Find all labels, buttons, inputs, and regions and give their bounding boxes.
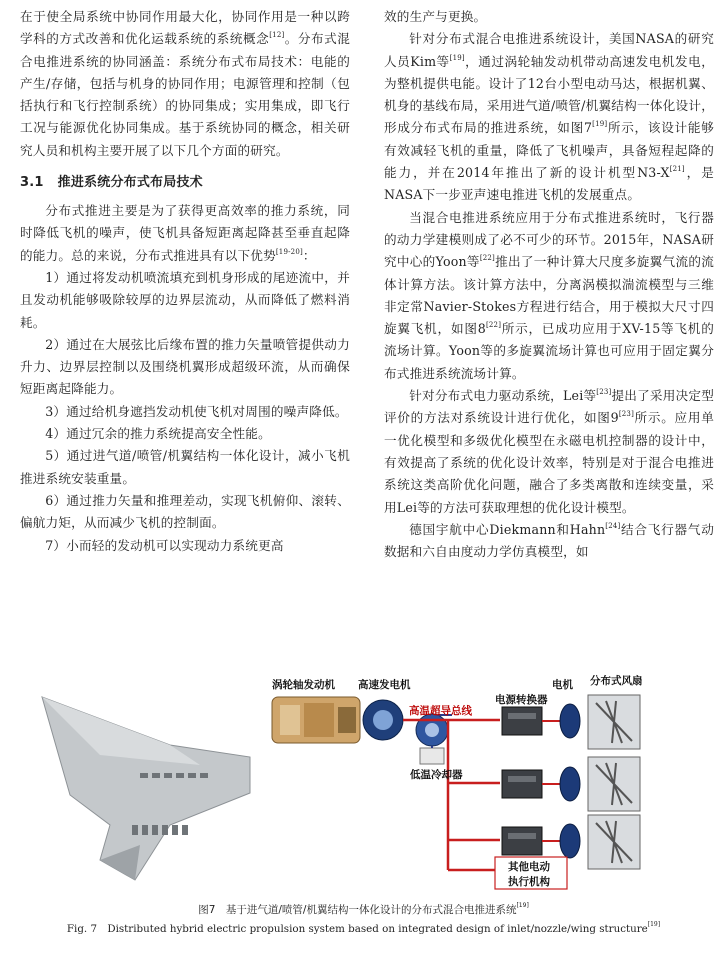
- label-converter: 电源转换器: [495, 694, 548, 706]
- right-paragraph-dlr: 德国宇航中心Diekmann和Hahn[24]结合飞行器气动数据和六自由度动力学仿真模型，如: [384, 521, 714, 560]
- figure-7: [40, 675, 690, 893]
- generator: [363, 700, 403, 740]
- turboshaft-engine: [272, 697, 360, 743]
- label-cryocooler: 低温冷却器: [410, 769, 463, 781]
- motors: [542, 704, 580, 858]
- label-generator: 高速发电机: [358, 679, 411, 691]
- list-item: 1）通过将发动机喷流填充到机身形成的尾迹流中，并且发动机能够吸除较厚的边界层流动，从而降低了燃料消耗。: [20, 269, 350, 330]
- aircraft-image: [42, 697, 250, 880]
- figure-7-diagram: [40, 675, 690, 893]
- list-item: 7）小而轻的发动机可以实现动力系统更高: [45, 537, 284, 553]
- right-paragraph-kim: 针对分布式混合电推进系统设计，美国NASA的研究人员Kim等[19]，通过涡轮轴发动机带动高速发电机发电，为整机提供电能。设计了12台小型电动马达，根据机翼、机身的基线布局，采用进气道/喷管/机翼结构一体化设计，形成分布式布局的推进系统，如图7[19]所示，该设计能够有效减轻飞机的重量，降低了飞机噪声，具备短程起降的能力，并在2014年推出了新的设计机型N3-X[21]，是NASA下一步亚声速电推进飞机的发展重点。: [384, 31, 715, 203]
- label-turboshaft: 涡轮轴发动机: [272, 679, 335, 691]
- list-item: 3）通过给机身遮挡发动机使飞机对周围的噪声降低。: [45, 403, 348, 419]
- right-paragraph-continued: 效的生产与更换。: [384, 9, 487, 24]
- list-item: 2）通过在大展弦比后缘布置的推力矢量喷管提供动力升力、边界层控制以及围绕机翼形成超级环流，从而确保短距离起降能力。: [20, 336, 350, 397]
- superconducting-bus: [403, 715, 500, 870]
- cryocooler: [416, 714, 448, 764]
- section-heading: 3.1 推进系统分布式布局技术: [20, 175, 203, 191]
- label-sc-bus: 高温超导总线: [409, 705, 472, 717]
- left-column: [20, 6, 350, 557]
- left-paragraph-continued: 在于使全局系统中协同作用最大化，协同作用是一种以跨学科的方式改善和优化运载系统的系统概念[12]。分布式混合电推进系统的协同涵盖：系统分布式布局技术：电能的产生/存储，包括与机身的协同作用；电源管理和控制（包括执行和飞行控制系统）的协同集成；实用集成，即飞行工况与能源优化协同集成。基于系统协同的概念，相关研究人员和机构主要开展了以下几个方面的研究。: [20, 9, 350, 158]
- list-item: 4）通过冗余的推力系统提高安全性能。: [45, 426, 271, 442]
- figure-caption-chinese: 图7 基于进气道/喷管/机翼结构一体化设计的分布式混合电推进系统[19]: [198, 902, 529, 916]
- power-converters: [502, 707, 542, 855]
- label-other-actuators-2: 执行机构: [508, 876, 550, 888]
- label-motor: 电机: [552, 679, 573, 691]
- label-other-actuators-1: 其他电动: [508, 861, 550, 873]
- list-item: 6）通过推力矢量和推理差动，实现飞机俯仰、滚转、偏航力矩，从而减少飞机的控制面。: [20, 492, 350, 531]
- figure-caption-english: Fig. 7 Distributed hybrid electric propulsion system based on integrated design of inlet/nozzle/wing structure[19]: [66, 921, 661, 935]
- left-paragraph-intro: 分布式推进主要是为了获得更高效率的推力系统，同时降低飞机的噪声，使飞机具备短距离起降甚至垂直起降的能力。总的来说，分布式推进具有以下优势[19-20]：: [20, 203, 350, 263]
- distributed-fans: [588, 695, 640, 869]
- label-fan: 分布式风扇: [590, 675, 643, 687]
- right-column: [384, 6, 714, 563]
- list-item: 5）通过进气道/喷管/机翼结构一体化设计，减小飞机推进系统安装重量。: [20, 448, 350, 486]
- right-paragraph-lei: 针对分布式电力驱动系统，Lei等[23]提出了采用决定型评价的方法对系统设计进行优化，如图9[23]所示。应用单一优化模型和多级优化模型在永磁电机控制器的设计中，有效提高了系统的优化设计效率，特别是对于混合电推进系统这类高阶优化问题，融合了多类离散和连续变量，采用Lei等的方法可获取理想的优化设计模型。: [384, 388, 714, 515]
- right-paragraph-yoon: 当混合电推进系统应用于分布式推进系统时，飞行器的动力学建模则成了必不可少的环节。2015年，NASA研究中心的Yoon等[22]推出了一种计算大尺度多旋翼气流的流体计算方法。该计算方法中，分离涡模拟湍流模型与三维非定常Navier-Stokes方程进行结合，用于模拟大尺寸四旋翼飞机，如图8[22]所示，已成功应用于XV-15等飞机的流场计算。Yoon等的多旋翼流场计算也可应用于固定翼分布式推进系统流场计算。: [384, 209, 715, 381]
